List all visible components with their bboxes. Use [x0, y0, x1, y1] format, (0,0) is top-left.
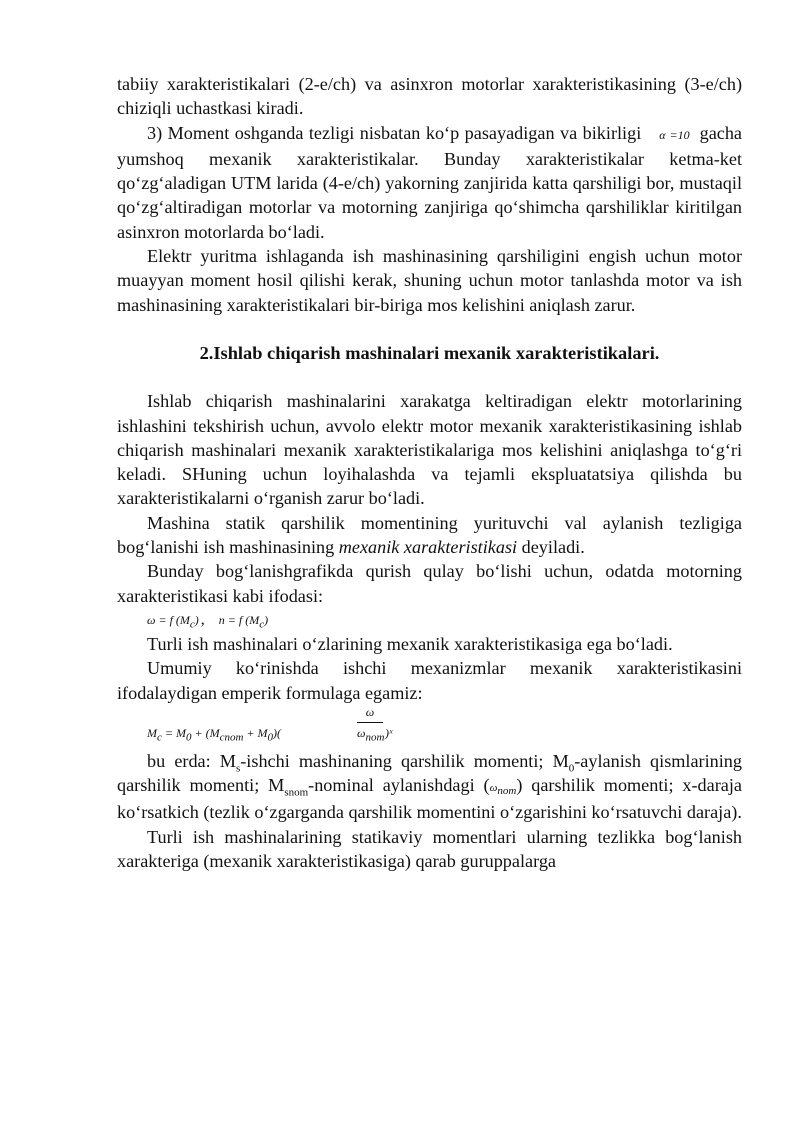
document-page	[117, 72, 742, 873]
paragraph-groups: Turli ish mashinalarining statikaviy momentlari ularning tezlikka bog‘lanish xarakteriga (mexanik xarakteristikasiga) qarab guruppalarga	[117, 826, 742, 872]
paragraph-text: Mashina statik qarshilik momentining yurituvchi val aylanish tezligiga bog‘lanishi ish mashinasining	[117, 512, 742, 558]
paragraph-definition	[117, 511, 742, 560]
paragraph-continuation: tabiiy xarakteristikalari (2-e/ch) va asinxron motorlar xarakteristikasining (3-e/ch) chiziqli uchastkasi kiradi.	[117, 74, 742, 119]
paragraph-text: gacha yumshoq mexanik xarakteristikalar. Bunday xarakteristikalar ketma-ket qo‘zg‘aladigan UTM larida (4-e/ch) yakorning zanjirida katta qarshiligi bor, mustaqil qo‘zg‘altiradigan motorlar va motorning zanjiriga qo‘shimcha qarshiliklar kiritilgan asinxron motorlarda bo‘ladi.	[117, 122, 742, 242]
paragraph-machines: Turli ish mashinalari o‘zlarining mexanik xarakteristikasiga ega bo‘ladi.	[147, 633, 673, 654]
formula-separator: ,	[200, 610, 205, 628]
paragraph-empirical: Umumiy ko‘rinishda ishchi mexanizmlar mexanik xarakteristikasini ifodalaydigan emperik formulaga egamiz:	[117, 658, 742, 703]
paragraph-graph: Bunday bog‘lanishgrafikda qurish qulay bo‘lishi uchun, odatda motorning xarakteristikasi kabi ifodasi:	[117, 561, 742, 606]
alpha-formula: α =10	[659, 127, 690, 142]
formula-empirical	[147, 705, 742, 749]
formula-omega-n	[147, 608, 742, 632]
formula-n: n = f $(M_c)$	[218, 612, 269, 631]
italic-term: mexanik xarakteristikasi	[338, 537, 518, 558]
paragraph-electric-drive: Elektr yuritma ishlaganda ish mashinasining qarshiligini engish uchun motor muayyan moment hosil qilishi kerak, shuning uchun motor tanlashda motor va ish mashinasining xarakteristikalari bir-biriga mos kelishini aniqlash zarur.	[117, 246, 742, 315]
formula-fraction	[357, 704, 385, 744]
paragraph-text: 3) Moment oshganda tezligi nisbatan ko‘p pasayadigan va bikirligi	[147, 122, 642, 143]
fraction-bar	[357, 722, 383, 723]
formula-rhs: )ˣ	[385, 725, 393, 740]
formula-omega: ω = f $(M_c)$	[147, 612, 199, 631]
omega-nom-symbol: $\omega_{nom}$	[489, 782, 517, 798]
paragraph-text: deyiladi.	[521, 537, 585, 558]
section-heading: 2.Ishlab chiqarish mashinalari mexanik xarakteristikalari.	[199, 342, 660, 363]
formula-lhs: $M_c = M_0 + (M_{cnom} + M_0)$(	[147, 725, 281, 744]
fraction-denominator: $\omega_{nom}$	[357, 725, 385, 744]
fraction-numerator: ω	[365, 704, 375, 719]
paragraph-definitions: bu erda: $M_s$-ishchi mashinaning qarshilik momenti; $M_0$-aylanish qismlarining qarshilik momenti; $M_{snom}$-nominal aylanishdagi $(\omega_{nom})$ qarshilik momenti; x-daraja ko‘rsatkich (tezlik o‘zgarganda qarshilik momentini o‘zgarishini ko‘rsatuvchi daraja).	[117, 750, 742, 823]
paragraph-item-3	[117, 121, 742, 244]
paragraph-intro: Ishlab chiqarish mashinalarini xarakatga keltiradigan elektr motorlarining ishlashini tekshirish uchun, avvolo elektr motor mexanik xarakteristikasining ishlab chiqarish mashinalari mexanik xarakteristikalariga mos kelishini aniqlashga to‘g‘ri keladi. SHuning uchun loyihalashda va tejamli ekspluatatsiya qilishda bu xarakteristikalarni o‘rganish zarur bo‘ladi.	[117, 391, 742, 509]
